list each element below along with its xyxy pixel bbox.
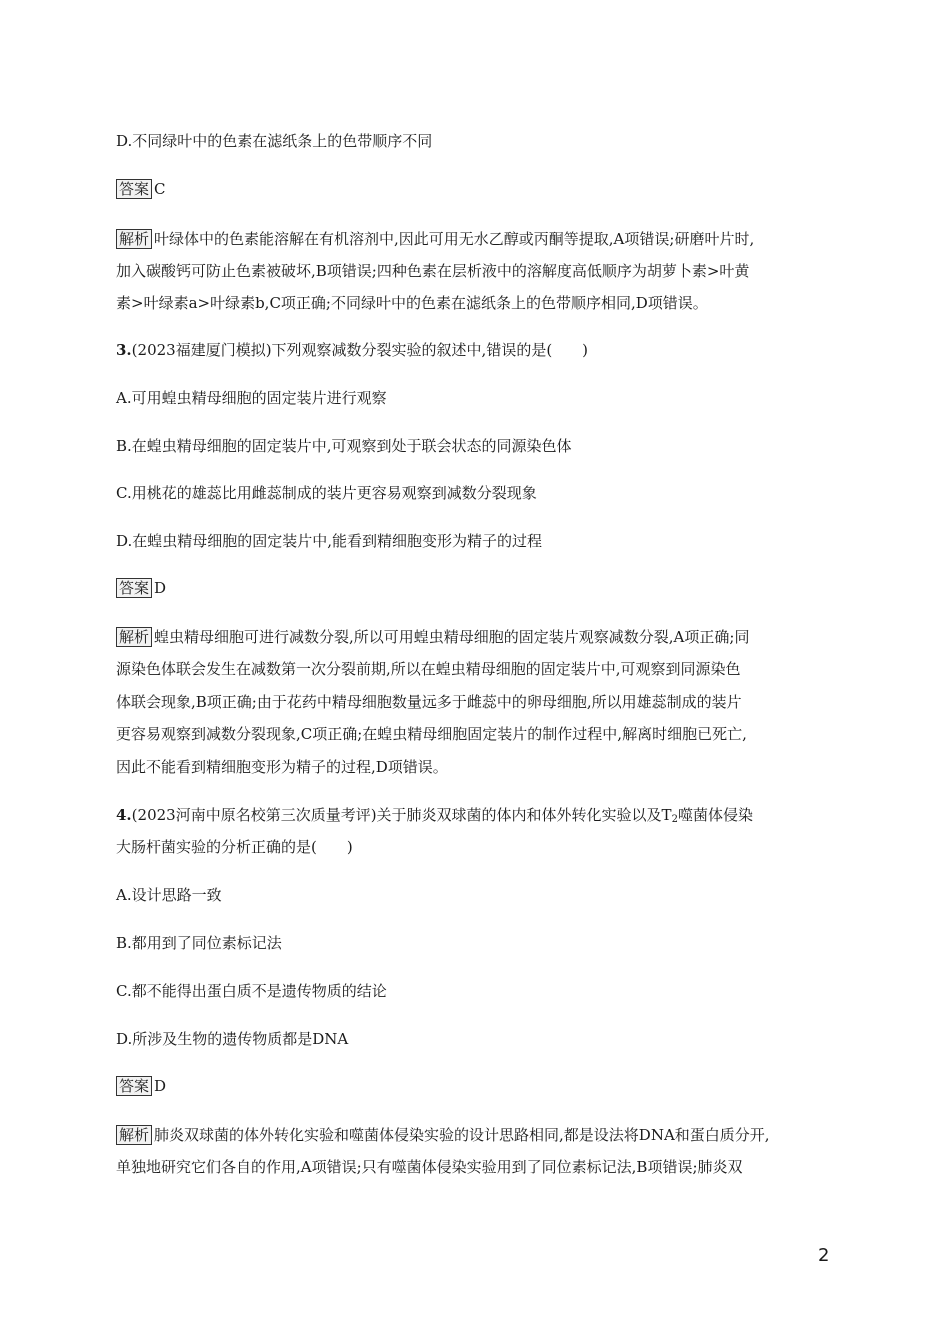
- q4-option-d: D.所涉及生物的遗传物质都是DNA: [116, 1030, 349, 1048]
- q4-option-c: C.都不能得出蛋白质不是遗传物质的结论: [116, 982, 387, 1000]
- q3-analysis-line: 因此不能看到精细胞变形为精子的过程,D项错误。: [116, 758, 448, 776]
- q4-option-a: A.设计思路一致: [116, 886, 222, 904]
- q4-answer: [116, 1076, 836, 1096]
- q2-analysis-line: 加入碳酸钙可防止色素被破坏,B项错误;四种色素在层析液中的溶解度高低顺序为胡萝卜素>叶黄: [116, 262, 750, 280]
- q2-analysis-line: 解析 叶绿体中的色素能溶解在有机溶剂中,因此可用无水乙醇或丙酮等提取,A项错误;研磨叶片时,: [116, 229, 836, 249]
- q4-option-b: B.都用到了同位素标记法: [116, 934, 282, 952]
- question-number: 3.: [116, 341, 132, 359]
- q3-analysis-line: 更容易观察到减数分裂现象,C项正确;在蝗虫精母细胞固定装片的制作过程中,解离时细胞已死亡,: [116, 725, 747, 743]
- question-number: 4.: [116, 806, 132, 824]
- question-stem: (2023福建厦门模拟)下列观察减数分裂实验的叙述中,错误的是( ): [131, 341, 589, 359]
- q3-option-d: D.在蝗虫精母细胞的固定装片中,能看到精细胞变形为精子的过程: [116, 532, 543, 550]
- analysis-tag: 解析: [116, 627, 152, 647]
- q4-stem: 4.(2023河南中原名校第三次质量考评)关于肺炎双球菌的体内和体外转化实验以及$T_2$噬菌体侵染: [116, 806, 753, 825]
- q3-answer: [116, 578, 836, 598]
- q2-answer: [116, 179, 836, 199]
- q2-option-d: D.不同绿叶中的色素在滤纸条上的色带顺序不同: [116, 132, 433, 150]
- q3-stem: [116, 340, 836, 360]
- answer-value: C: [154, 180, 166, 198]
- answer-tag: 答案: [116, 179, 152, 199]
- q4-stem-line2: 大肠杆菌实验的分析正确的是( ): [116, 838, 353, 856]
- q3-analysis-line: 解析 蝗虫精母细胞可进行减数分裂,所以可用蝗虫精母细胞的固定装片观察减数分裂,A项正确;同: [116, 627, 836, 647]
- analysis-tag: 解析: [116, 229, 152, 249]
- q4-analysis-line: 单独地研究它们各自的作用,A项错误;只有噬菌体侵染实验用到了同位素标记法,B项错误;肺炎双: [116, 1158, 743, 1176]
- answer-tag: 答案: [116, 578, 152, 598]
- answer-value: D: [154, 1077, 167, 1095]
- page-number: 2: [818, 1245, 830, 1266]
- q3-analysis-line: 体联会现象,B项正确;由于花药中精母细胞数量远多于雌蕊中的卵母细胞,所以用雄蕊制成的装片: [116, 693, 742, 711]
- analysis-tag: 解析: [116, 1125, 152, 1145]
- q2-analysis-line: 素>叶绿素a>叶绿素b,C项正确;不同绿叶中的色素在滤纸条上的色带顺序相同,D项错误。: [116, 294, 708, 312]
- q3-option-a: A.可用蝗虫精母细胞的固定装片进行观察: [116, 389, 387, 407]
- q3-option-c: C.用桃花的雄蕊比用雌蕊制成的装片更容易观察到减数分裂现象: [116, 484, 537, 502]
- q3-option-b: B.在蝗虫精母细胞的固定装片中,可观察到处于联会状态的同源染色体: [116, 437, 572, 455]
- q3-analysis-line: 源染色体联会发生在减数第一次分裂前期,所以在蝗虫精母细胞的固定装片中,可观察到同源染色: [116, 660, 741, 678]
- answer-tag: 答案: [116, 1076, 152, 1096]
- answer-value: D: [154, 579, 167, 597]
- q4-analysis-line: 解析 肺炎双球菌的体外转化实验和噬菌体侵染实验的设计思路相同,都是设法将DNA和蛋白质分开,: [116, 1125, 836, 1145]
